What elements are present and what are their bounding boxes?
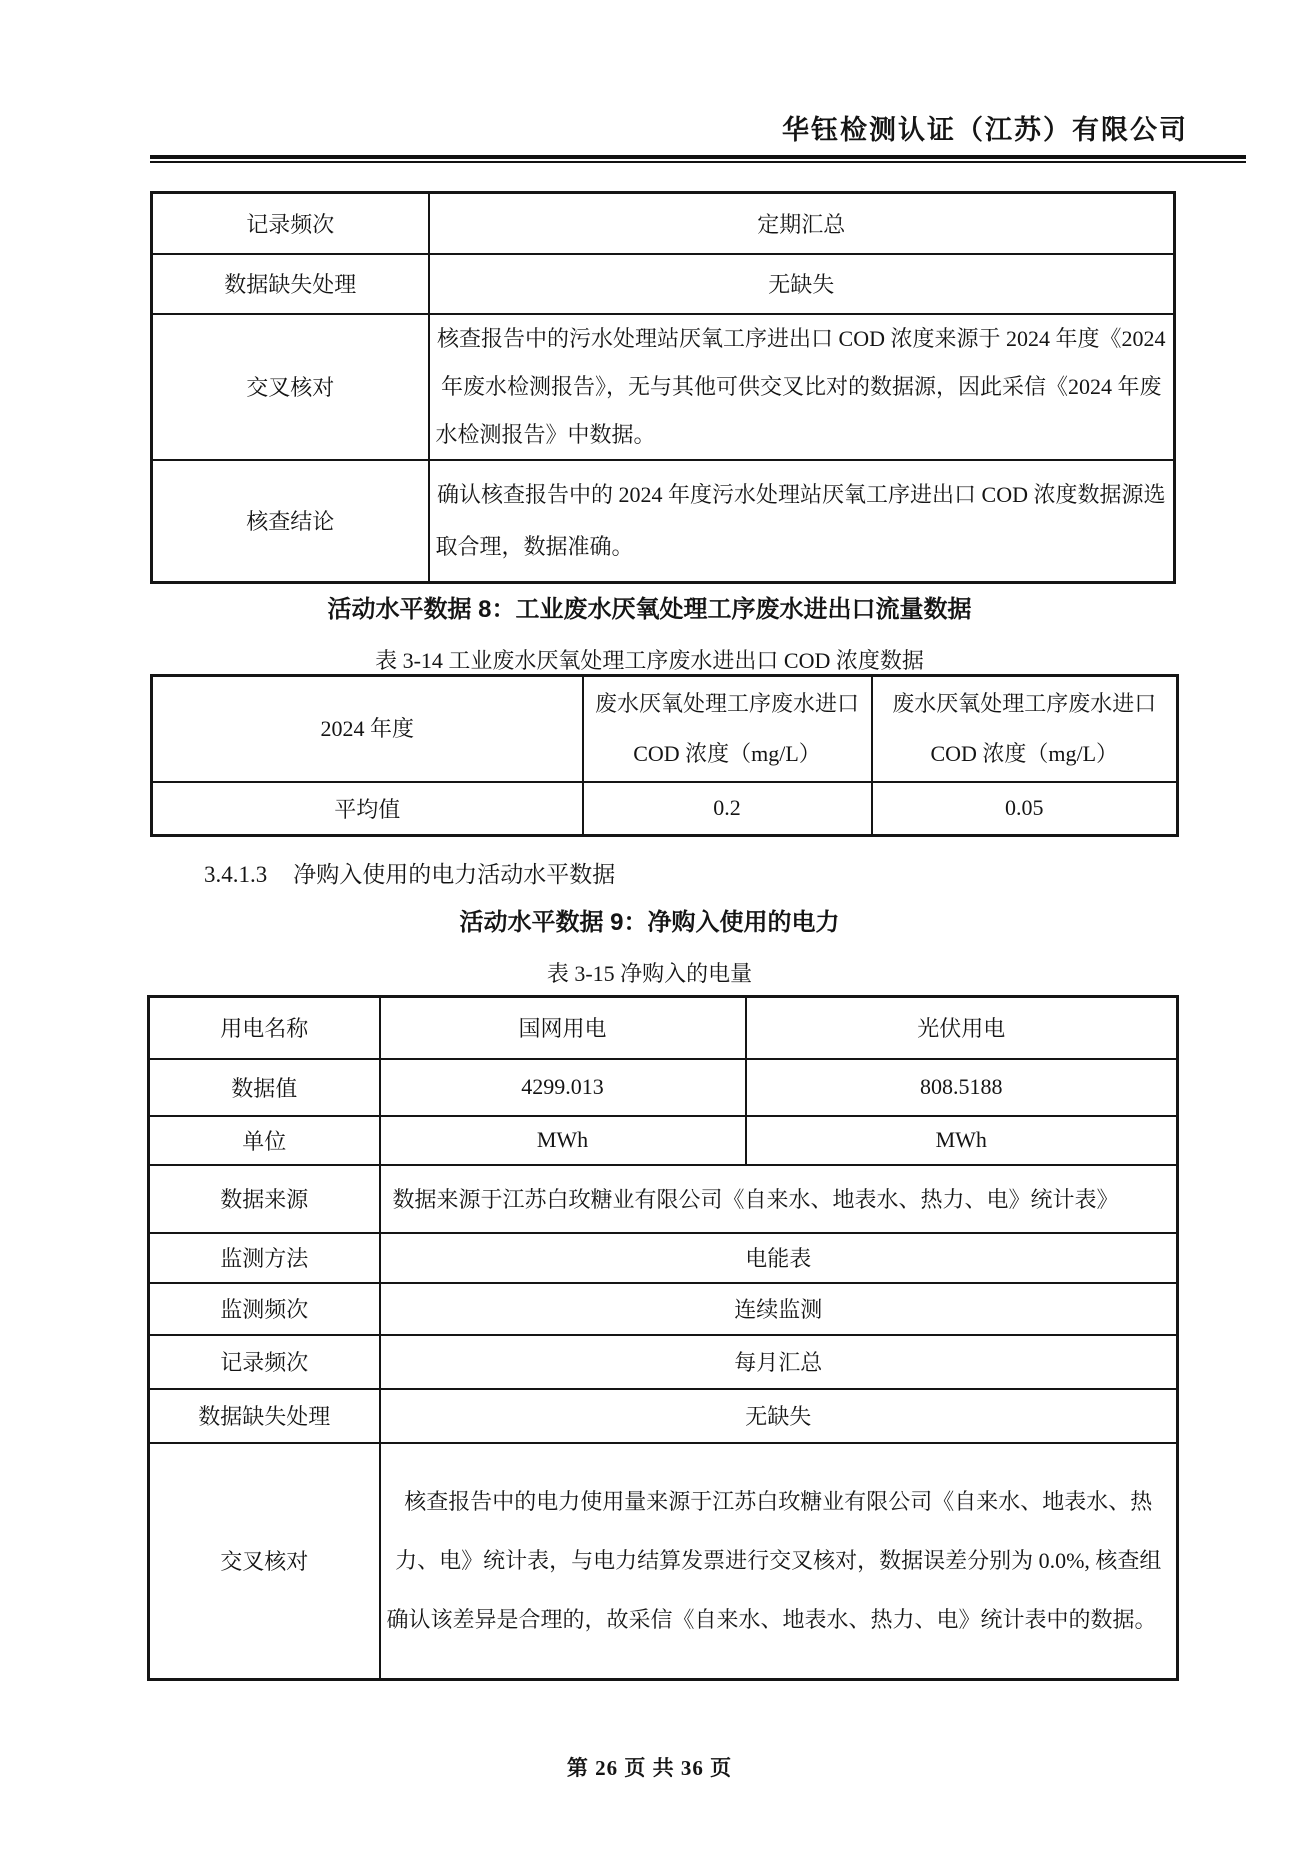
row-label: 数据缺失处理 <box>152 254 429 314</box>
row-value: 电能表 <box>380 1233 1178 1283</box>
section-number: 3.4.1.3 <box>204 862 268 887</box>
row-value: 数据来源于江苏白玫糖业有限公司《自来水、地表水、热力、电》统计表》 <box>380 1165 1178 1233</box>
row-label: 记录频次 <box>152 193 429 254</box>
row-value: 定期汇总 <box>429 193 1175 254</box>
row-value: 确认核查报告中的 2024 年度污水处理站厌氧工序进出口 COD 浓度数据源选取合理，数据准确。 <box>429 460 1175 583</box>
table-3-15-caption: 表 3-15 净购入的电量 <box>546 961 753 986</box>
table-row <box>152 460 1175 583</box>
table-row <box>149 997 1178 1059</box>
row-label: 平均值 <box>152 782 583 836</box>
page-number: 第 26 页 共 36 页 <box>566 1756 733 1780</box>
table-row <box>149 1283 1178 1335</box>
cell-value: 光伏用电 <box>746 997 1178 1059</box>
header-double-rule <box>150 155 1246 163</box>
cod-verification-table <box>150 191 1176 584</box>
row-label: 监测方法 <box>149 1233 380 1283</box>
row-label: 交叉核对 <box>149 1443 380 1680</box>
cell-value: MWh <box>380 1116 746 1165</box>
activity-data-9-heading: 活动水平数据 9：净购入使用的电力 <box>459 909 840 936</box>
table-row <box>149 1233 1178 1283</box>
header-cell: 2024 年度 <box>152 676 583 782</box>
row-value: 无缺失 <box>380 1389 1178 1443</box>
activity-data-8-heading: 活动水平数据 8：工业废水厌氧处理工序废水进出口流量数据 <box>327 596 972 623</box>
row-value: 核查报告中的电力使用量来源于江苏白玫糖业有限公司《自来水、地表水、热力、电》统计表，与电力结算发票进行交叉核对，数据误差分别为 0.0%, 核查组确认该差异是合理的，故采信《自来水、地表水、热力、电》统计表中的数据。 <box>380 1443 1178 1680</box>
table-row <box>152 782 1178 836</box>
table-header-row <box>152 676 1178 782</box>
cell-value: MWh <box>746 1116 1178 1165</box>
table-row <box>149 1389 1178 1443</box>
cell-value: 808.5188 <box>746 1059 1178 1116</box>
row-label: 交叉核对 <box>152 314 429 460</box>
row-label: 单位 <box>149 1116 380 1165</box>
header-cell: 废水厌氧处理工序废水进口 COD 浓度（mg/L） <box>872 676 1178 782</box>
row-value: 无缺失 <box>429 254 1175 314</box>
row-value: 连续监测 <box>380 1283 1178 1335</box>
cell-value: 0.05 <box>872 782 1178 836</box>
table-row <box>152 254 1175 314</box>
table-3-14-caption: 表 3-14 工业废水厌氧处理工序废水进出口 COD 浓度数据 <box>375 648 924 673</box>
table-row <box>149 1059 1178 1116</box>
table-row <box>149 1116 1178 1165</box>
row-label: 记录频次 <box>149 1335 380 1389</box>
section-3-4-1-3-heading <box>204 856 615 889</box>
cell-value: 4299.013 <box>380 1059 746 1116</box>
section-title: 净购入使用的电力活动水平数据 <box>293 862 616 887</box>
cell-value: 0.2 <box>583 782 872 836</box>
cell-value: 国网用电 <box>380 997 746 1059</box>
table-row <box>149 1443 1178 1680</box>
table-row <box>152 314 1175 460</box>
row-label: 用电名称 <box>149 997 380 1059</box>
row-label: 核查结论 <box>152 460 429 583</box>
header-company-name: 华钰检测认证（江苏）有限公司 <box>782 115 1188 145</box>
row-value: 每月汇总 <box>380 1335 1178 1389</box>
row-value: 核查报告中的污水处理站厌氧工序进出口 COD 浓度来源于 2024 年度《2024 年废水检测报告》，无与其他可供交叉比对的数据源，因此采信《2024 年废水检测报告》中数据。 <box>429 314 1175 460</box>
header-cell: 废水厌氧处理工序废水进口 COD 浓度（mg/L） <box>583 676 872 782</box>
row-label: 数据值 <box>149 1059 380 1116</box>
row-label: 数据来源 <box>149 1165 380 1233</box>
row-label: 数据缺失处理 <box>149 1389 380 1443</box>
table-row <box>152 193 1175 254</box>
table-row <box>149 1165 1178 1233</box>
table-row <box>149 1335 1178 1389</box>
row-label: 监测频次 <box>149 1283 380 1335</box>
table-3-15 <box>147 995 1179 1681</box>
table-3-14 <box>150 674 1179 837</box>
